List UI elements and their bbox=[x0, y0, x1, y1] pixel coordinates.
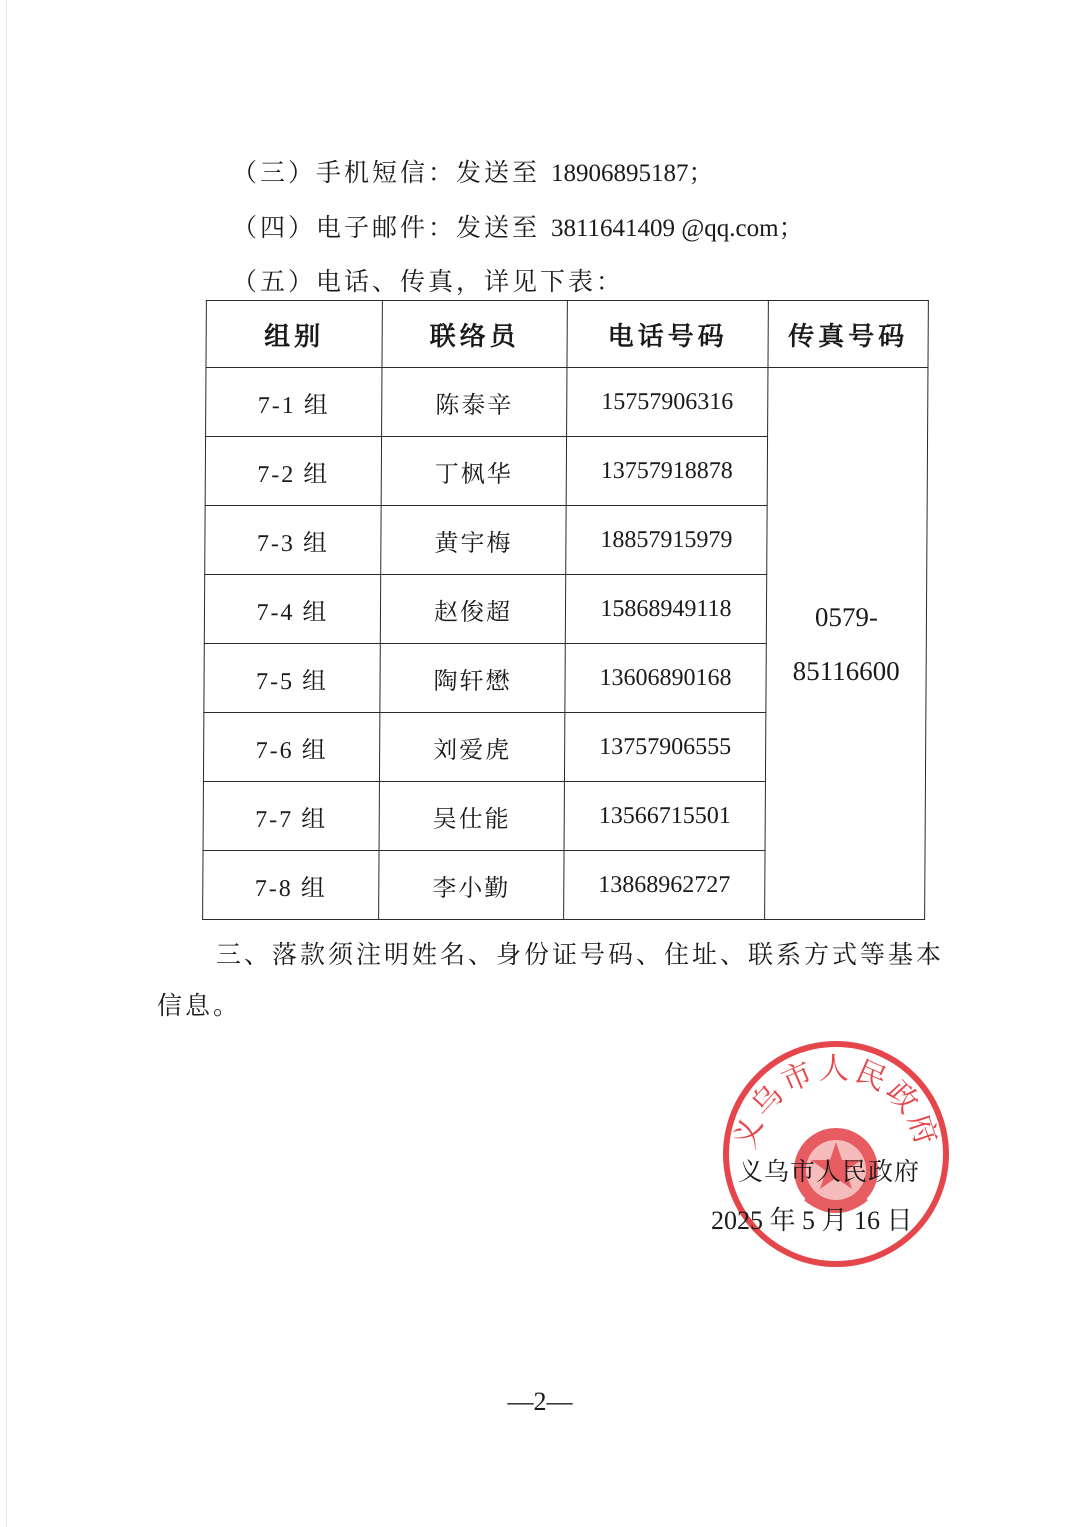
table-header-row bbox=[206, 301, 928, 368]
email-address: 3811641409 @qq.com bbox=[550, 215, 779, 242]
email-end: ； bbox=[778, 213, 807, 242]
group-cell: 7-1 组 bbox=[206, 368, 382, 437]
sms-number: 18906895187 bbox=[550, 160, 689, 187]
contact-cell: 黄宇梅 bbox=[381, 506, 566, 575]
group-cell: 7-3 组 bbox=[205, 506, 381, 575]
fax-cell bbox=[765, 368, 928, 920]
group-cell: 7-5 组 bbox=[204, 644, 380, 713]
sms-end: ； bbox=[688, 158, 717, 187]
note-line-2: 信息。 bbox=[157, 991, 242, 1020]
group-cell: 7-2 组 bbox=[205, 437, 381, 506]
sms-label: （三）手机短信：发送至 bbox=[232, 158, 551, 187]
contact-cell: 丁枫华 bbox=[381, 437, 566, 506]
email-line bbox=[232, 208, 807, 244]
phone-fax-line: （五）电话、传真，详见下表： bbox=[232, 267, 625, 296]
table-row bbox=[206, 368, 928, 437]
header-fax: 传真号码 bbox=[768, 301, 928, 368]
phone-cell: 15868949118 bbox=[565, 575, 766, 644]
note-line-1: 三、落款须注明姓名、身份证号码、住址、联系方式等基本 bbox=[216, 940, 945, 969]
header-group: 组别 bbox=[206, 301, 382, 368]
contact-cell: 李小勤 bbox=[379, 851, 564, 920]
fax-line-1: 0579- bbox=[814, 601, 879, 632]
contact-cell: 陶轩懋 bbox=[380, 644, 565, 713]
signing-organization: 义乌市人民政府 bbox=[738, 1157, 921, 1186]
phone-cell: 13606890168 bbox=[565, 644, 766, 713]
phone-cell: 13566715501 bbox=[564, 782, 765, 851]
fax-line-2: 85116600 bbox=[792, 655, 900, 686]
contact-cell: 陈泰辛 bbox=[382, 368, 567, 437]
header-phone: 电话号码 bbox=[567, 301, 768, 368]
svg-text:义乌市人民政府: 义乌市人民政府 bbox=[727, 1051, 945, 1154]
contact-cell: 刘爱虎 bbox=[379, 713, 564, 782]
contact-cell: 赵俊超 bbox=[380, 575, 565, 644]
phone-cell: 13868962727 bbox=[564, 851, 765, 920]
phone-cell: 15757906316 bbox=[567, 368, 768, 437]
phone-cell: 18857915979 bbox=[566, 506, 767, 575]
header-contact: 联络员 bbox=[382, 301, 567, 368]
group-cell: 7-6 组 bbox=[203, 713, 379, 782]
signing-date: 2025 年 5 月 16 日 bbox=[711, 1206, 913, 1235]
email-label: （四）电子邮件：发送至 bbox=[232, 213, 551, 242]
phone-cell: 13757918878 bbox=[566, 437, 767, 506]
page-number: —2— bbox=[507, 1387, 573, 1416]
phone-cell: 13757906555 bbox=[564, 713, 765, 782]
contact-cell: 吴仕能 bbox=[379, 782, 564, 851]
page-edge bbox=[6, 0, 7, 1527]
group-cell: 7-8 组 bbox=[203, 851, 379, 920]
group-cell: 7-4 组 bbox=[204, 575, 380, 644]
contact-table bbox=[202, 300, 929, 920]
sms-line bbox=[232, 153, 716, 189]
group-cell: 7-7 组 bbox=[203, 782, 379, 851]
